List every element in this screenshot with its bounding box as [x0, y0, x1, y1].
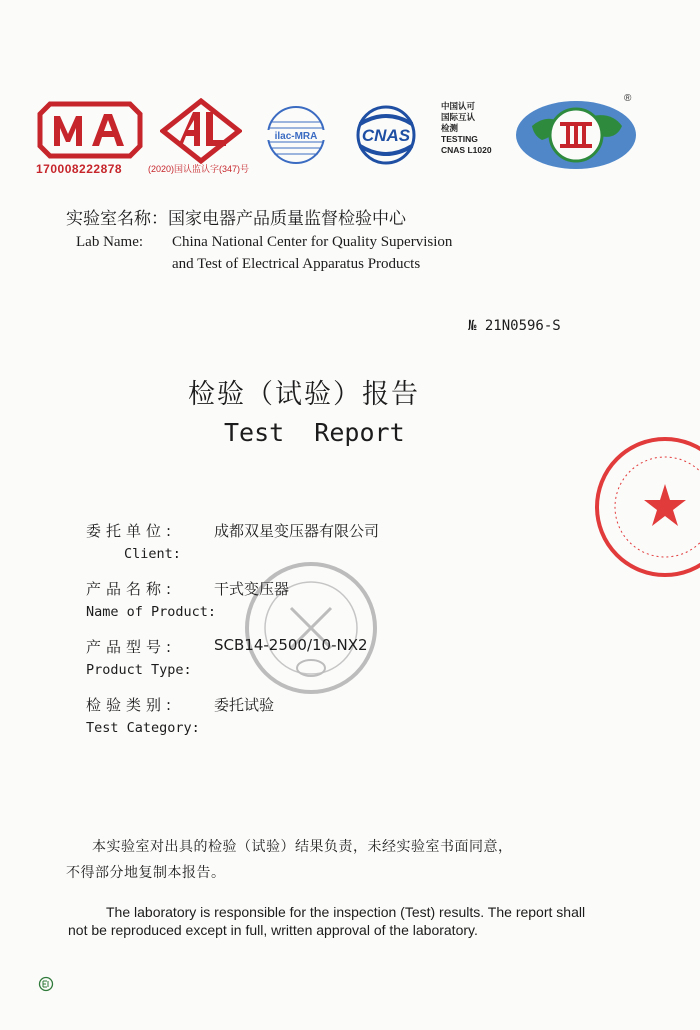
- product-type-value: SCB14-2500/10-NX2: [214, 636, 368, 654]
- disclaimer-en-line2: not be reproduced except in full, written approval of the laboratory.: [68, 922, 478, 938]
- lab-name-en-line2: and Test of Electrical Apparatus Products: [172, 256, 421, 272]
- test-category-label-cn: 检验类别:: [86, 696, 177, 714]
- disclaimer-cn-line1: 本实验室对出具的检验（试验）结果负责，未经实验室书面同意，: [92, 839, 513, 855]
- client-label-cn: 委托单位:: [86, 522, 177, 540]
- report-title-en: Test Report: [224, 418, 405, 447]
- test-category-value: 委托试验: [214, 696, 275, 714]
- product-type-label-en: Product Type:: [86, 662, 192, 678]
- product-name-label-en: Name of Product:: [86, 604, 217, 620]
- lab-name-label-en: Lab Name:: [76, 234, 144, 250]
- client-value: 成都双星变压器有限公司: [214, 522, 380, 540]
- cqc-globe-logo-icon: [512, 96, 640, 174]
- registered-mark: ®: [624, 93, 632, 104]
- product-type-label-cn: 产品型号:: [86, 638, 177, 656]
- client-label-en: Client:: [124, 546, 181, 562]
- cma-logo-icon: [36, 100, 144, 160]
- disclaimer-cn-line2: 不得部分地复制本报告。: [66, 865, 226, 881]
- svg-text:ilac-MRA: ilac-MRA: [274, 131, 318, 142]
- cnas-logo-icon: [344, 104, 428, 166]
- lab-name-en-line1: China National Center for Quality Supervision: [172, 234, 453, 250]
- svg-text:CNAS: CNAS: [361, 126, 411, 145]
- product-name-label-cn: 产品名称:: [86, 580, 177, 598]
- red-seal-icon: [590, 432, 700, 582]
- product-name-value: 干式变压器: [214, 580, 290, 598]
- test-category-label-en: Test Category:: [86, 720, 200, 736]
- ilac-mra-logo-icon: [258, 104, 334, 166]
- cal-number: (2020)国认监认字(347)号: [148, 164, 250, 174]
- cal-logo-icon: [160, 98, 242, 164]
- report-number: № 21N0596-S: [468, 318, 561, 334]
- cma-number: 170008222878: [36, 162, 123, 176]
- cnas-accreditation-text: 中国认可 国际互认 检测 TESTING CNAS L1020: [441, 101, 492, 155]
- printer-mark-icon: [38, 976, 54, 992]
- disclaimer-en-line1: The laboratory is responsible for the inspection (Test) results. The report shall: [106, 904, 586, 920]
- lab-name-cn: 实验室名称：国家电器产品质量监督检验中心: [66, 209, 406, 229]
- report-title-cn: 检验（试验）报告: [188, 379, 420, 410]
